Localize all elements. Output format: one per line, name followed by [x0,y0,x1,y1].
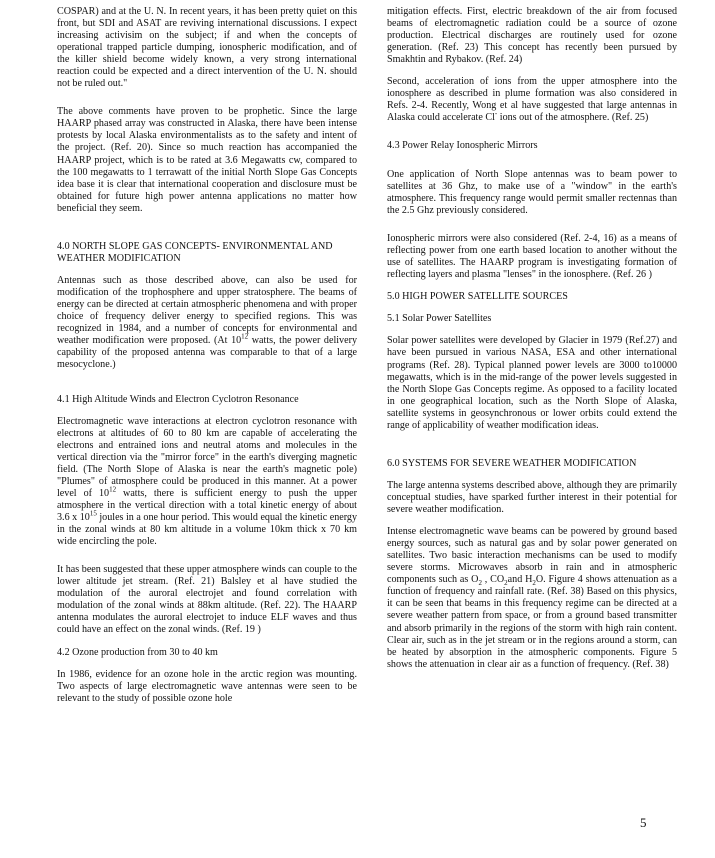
section-heading: 4.2 Ozone production from 30 to 40 km [57,646,218,658]
text-run: watts, there is sufficient energy to push the upper atmosphere in the vertical direction with a total kinetic energy of about 3.6 x 10 [57,488,357,524]
subscript: 2 [478,579,482,588]
subscript: 2 [504,579,508,588]
page-number: 5 [640,815,647,830]
text-run: joules in a one hour period. This would equal the kinetic energy in the zonal winds at 80 km altitude in a volume 10km thick x 70 km wide encircling the pole. [57,512,357,548]
paragraph [387,76,677,124]
paragraph: Ionospheric mirrors were also considered (Ref. 2-4, 16) as a means of reflecting power from one earth based location to another without the use of satellites. The HAARP program is investigating formation of reflecting layers and plasma "lenses" in the ionosphere. (Ref. 26 ) [387,232,677,280]
right-column [387,6,677,681]
text-run: Second, acceleration of ions from the upper atmosphere into the ionosphere as described in plume formation was also considered in Refs. 2-4. Recently, Wong et al have suggested that large antennas in Alaska could accelerate Cl [387,76,677,124]
section-heading: 6.0 SYSTEMS FOR SEVERE WEATHER MODIFICATION [387,457,637,469]
superscript: 15 [89,509,97,518]
text-run: O. Figure 4 shows attenuation as a function of frequency and rainfall rate. (Ref. 38) Based on this physics, it can be seen that beams in this frequency regime can be directed at a severe weather pattern from space, or from a ground based transmitter and absorb primarily in the regions of the storm with high rain content. Clear air, such as in the jet stream or in the regions around a storm, can be heated by absorption in the atmospheric components. Figure 5 shows the attenuation in clear air as a function of frequency. (Ref. 38) [387,574,678,670]
paragraph [57,416,357,549]
paragraph: Solar power satellites were developed by Glacier in 1979 (Ref.27) and have been pursued in various NASA, ESA and other international programs (Ref. 28). Typical planned power levels are 3000 to10000 megawatts, which is in the mid-range of the power levels suggested in the North Slope Gas Concepts regime. As opposed to a facility located in one geographical location, such as the North Slope of Alaska, satellite systems in geosynchronous or lower orbits could extend the range of applicability of weather modification ideas. [387,335,677,431]
text-run: Antennas such as those described above, can also be used for modification of the trophosphere and upper stratosphere. The beams of energy can be directed at certain atmospheric phenomena and with proper choice of frequency deliver energy to specified regions. This was recognized in 1984, and a number of concepts for environmental and weather modification were proposed. (At 10 [57,275,357,347]
paragraph: mitigation effects. First, electric breakdown of the air from focused beams of electromagnetic radiation could be a source of ozone production. Electrical discharges are routinely used for ozone generation. (Ref. 23) This concept has recently been pursued by Smakhtin and Rybakov. (Ref. 24) [387,6,677,66]
section-heading: 5.0 HIGH POWER SATELLITE SOURCES [387,291,568,302]
text-run: ions out of the atmosphere. (Ref. 25) [497,112,649,124]
text-run: and H [507,574,533,586]
superscript: - [494,110,498,119]
left-column [57,6,357,715]
paragraph: COSPAR) and at the U. N. In recent years, it has been pretty quiet on this front, but SDI and ASAT are reviving international discussions. I expect increasing activisim on the subject; if and when the concepts of operational trapped particle dumping, ionospheric modification, and of the killer shield become widely known, a very strong international reaction could be expected and a direct intervention of the U. N. should not be ruled out." [57,6,357,90]
paragraph: One application of North Slope antennas was to beam power to satellites at 36 Ghz, to make use of a "window" in the earth's atmosphere. This frequency range would permit smaller rectennas than the 2.5 Ghz previously considered. [387,168,677,216]
paragraph: The above comments have proven to be prophetic. Since the large HAARP phased array was constructed in Alaska, there have been intense protests by local Alaska environmentalists as to the safety and intent of the project. (Ref. 20). Since so much reaction has accompanied the HAARP project, which is to be rated at 3.6 Megawatts cw, compared to the 100 megawatts to 1 terrawatt of the initial North Slope Gas Concepts idea base it is clear that international cooperation and disclosure must be obtained for future high power antenna applications no matter how beneficial they seem. [57,106,357,214]
paragraph: The large antenna systems described above, although they are primarily conceptual studies, have sparked further interest in their potential for severe weather modification. [387,479,677,516]
paragraph [387,526,677,671]
paragraph [57,275,357,371]
text-run: Electromagnetic wave interactions at electron cyclotron resonance with electrons at altitudes of 60 to 80 km are capable of accelerating the electrons and entrained ions and neutral atoms and molecules in the vertical direction via the "mirror force" in the earth's diverging magnetic field. (The North Slope of Alaska is near the earth's magnetic pole) "Plumes" of atmosphere could be produced in this manner. At a power level of 10 [57,415,357,500]
section-heading: 4.3 Power Relay Ionospheric Mirrors [387,140,538,152]
text-run: watts, the power delivery capability of the proposed antenna was comparable to that of a large mesocyclone.) [57,335,357,371]
text-run: Intense electromagnetic wave beams can be powered by ground based energy sources, such as natural gas and by solar power generated on satellites. Two basic interaction mechanisms can be used to modify severe storms. Microwaves absorb in rain and in atmospheric components such as O [387,526,677,586]
subscript: 2 [532,579,536,588]
section-heading: 5.1 Solar Power Satellites [387,313,492,325]
superscript: 12 [109,485,117,494]
paragraph: It has been suggested that these upper atmosphere winds can couple to the lower altitude jet stream. (Ref. 21) Balsley et al have studied the modulation of the auroral electrojet and found correlation with modulation of the zonal winds at 88km altitude. (Ref. 22). The HAARP antenna modulates the auroral electrojet to induce ELF waves and thus could have an effect on the zonal winds. (Ref. 19 ) [57,564,357,636]
text-run: , CO [481,574,505,586]
section-heading: 4.0 NORTH SLOPE GAS CONCEPTS- ENVIRONMENTAL AND WEATHER MODIFICATION [57,240,333,264]
paragraph: In 1986, evidence for an ozone hole in the arctic region was mounting. Two aspects of large electromagnetic wave antennas were seen to be relevant to the study of possible ozone hole [57,668,357,704]
section-heading: 4.1 High Altitude Winds and Electron Cyclotron Resonance [57,393,299,405]
superscript: 12 [241,333,249,342]
